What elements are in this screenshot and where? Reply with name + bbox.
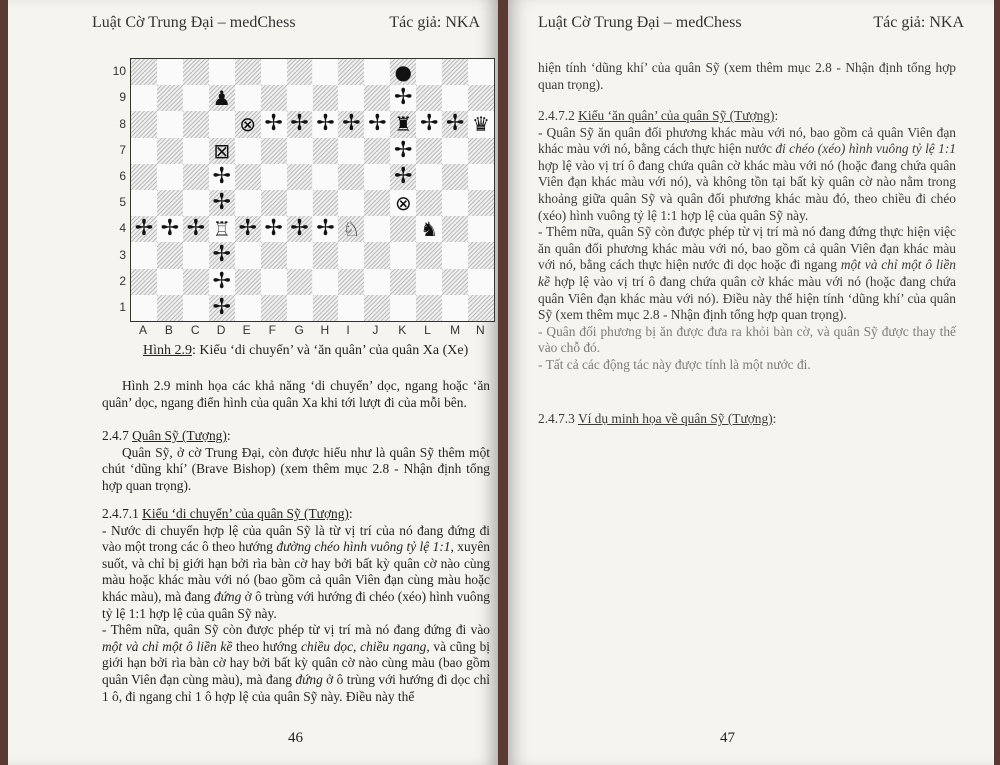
paragraph-capture-orthogonal [538, 224, 956, 324]
board-square [287, 59, 313, 85]
board-square [416, 242, 442, 268]
board-square [183, 164, 209, 190]
text-run: hợp lệ vào vị trí ô đang chứa quân cờ khác màu với nó (hoặc đang chứa quân Viên đạn khác màu với nó). Điều này thể hiện tính ‘dũng khí’ của quân Sỹ (xem thêm mục 2.8 - Nhận định tổng hợp quan trọng). [538, 273, 956, 323]
board-piece: ✢ [290, 216, 309, 242]
board-square [235, 59, 261, 85]
board-piece: ♛ [472, 112, 490, 137]
board-square [209, 59, 235, 85]
text-run-italic: đứng [213, 588, 242, 604]
board-square [468, 190, 494, 216]
paragraph-brave-continued: hiện tính ‘dũng khí’ của quân Sỹ (xem thêm mục 2.8 - Nhận định tổng hợp quan trọng). [538, 60, 956, 92]
board-piece: ✢ [264, 111, 283, 137]
board-square [364, 138, 390, 164]
board-square [364, 190, 390, 216]
board-piece: ♟ [212, 86, 231, 111]
rank-label: 1 [119, 299, 126, 314]
section-colon: : [226, 428, 231, 443]
section-2-4-7-3 [538, 411, 956, 428]
file-label: M [450, 323, 461, 337]
continued-paragraph [538, 60, 956, 93]
rank-labels [106, 58, 126, 322]
board-square [364, 295, 390, 321]
figure-caption [143, 343, 468, 359]
paragraph-figure-desc: Hình 2.9 minh họa các khả năng ‘di chuyển’ dọc, ngang hoặc ‘ăn quân’ dọc, ngang điển hình của quân Xa khi tới lượt đi của mỗi bên. [102, 378, 490, 410]
board-square [416, 164, 442, 190]
text-run: - Thêm nữa, quân Sỹ còn được phép từ vị trí mà nó đang đứng thực hiện việc ăn quân đối phương khác màu với nó, bao gồm cả quân Viên đạn khác màu với nó, bằng cách thực hiện nước đi dọc hoặc đi ngang [538, 224, 956, 273]
section-title: Ví dụ minh họa về quân Sỹ (Tượng) [577, 411, 773, 426]
board-square [468, 85, 494, 111]
board-square [157, 269, 183, 295]
board-square [390, 242, 416, 268]
rank-label: 4 [119, 221, 126, 236]
board-square [183, 59, 209, 85]
board-square [468, 269, 494, 295]
board-square [183, 295, 209, 321]
board-square [261, 242, 287, 268]
board-piece: ⊗ [239, 112, 257, 137]
text-run-italic: một và chỉ một ô liền kề [538, 257, 957, 289]
page-number: 47 [720, 730, 735, 746]
section-number: 2.4.7.1 [102, 506, 143, 521]
board-piece: ✢ [212, 268, 231, 294]
board-square [338, 164, 364, 190]
text-run: - Thêm nữa, quân Sỹ còn được phép từ vị trí mà nó đang đứng đi vào [102, 622, 490, 638]
section-title: Kiểu ‘di chuyển’ của quân Sỹ (Tượng) [142, 506, 349, 521]
board-piece: ✢ [290, 111, 309, 137]
board-square [183, 111, 209, 137]
section-number: 2.4.7.2 [538, 108, 579, 123]
board-square [157, 164, 183, 190]
text-run-italic: đứng [295, 671, 323, 687]
text-run: - Nước di chuyển hợp lệ của quân Sỹ là từ vị trí của nó đang đứng đi vào một trong các ô theo hướng [102, 522, 490, 555]
board-square [183, 85, 209, 111]
board-square [338, 242, 364, 268]
board-square [261, 85, 287, 111]
board-square [390, 269, 416, 295]
board-piece: ✢ [134, 216, 154, 242]
section-title: Kiểu ‘ăn quân’ của quân Sỹ (Tượng) [578, 108, 775, 123]
board-square [313, 242, 339, 268]
board-square [442, 269, 468, 295]
board-square [338, 295, 364, 321]
paragraph-move-orthogonal [102, 622, 490, 705]
text-run: ở ô trùng với hướng đi dọc chỉ 1 ô, đi ngang chỉ 1 ô hợp lệ của quân Sỹ này. Điều này thể [102, 671, 491, 704]
file-label: K [398, 323, 407, 337]
paragraph-one-move: - Tất cả các động tác này được tính là một nước đi. [538, 356, 811, 372]
board-square [442, 242, 468, 268]
section-heading [102, 428, 490, 445]
board-square [416, 138, 442, 164]
board-piece: ♞ [420, 217, 439, 242]
board-square [338, 138, 364, 164]
board-square [287, 164, 313, 190]
board-square [235, 295, 261, 321]
board-square [183, 190, 209, 216]
paragraph-capture-diagonal [538, 125, 956, 225]
header-author: Tác giả: NKA [389, 14, 480, 31]
board-square [416, 190, 442, 216]
board-square [183, 269, 209, 295]
file-label: A [138, 323, 147, 337]
board-square [364, 164, 390, 190]
board-square [287, 295, 313, 321]
board-piece: ✢ [394, 137, 413, 163]
right-page [508, 0, 994, 765]
file-label: L [424, 323, 431, 337]
board-square [209, 111, 235, 137]
header-author: Tác giả: NKA [873, 14, 964, 31]
board-piece: ✢ [212, 190, 231, 216]
board-square [442, 85, 468, 111]
text-run: - Quân Sỹ ăn quân đối phương khác màu với nó, bao gồm cả quân Viên đạn khác màu với nó, bằng cách thực hiện nước [538, 124, 956, 157]
board-piece: ✢ [160, 216, 180, 242]
board-square [468, 242, 494, 268]
file-label: H [320, 323, 330, 337]
board-piece: ♖ [212, 217, 231, 242]
board-square [338, 59, 364, 85]
board-square [235, 190, 261, 216]
section-number: 2.4.7.3 [538, 411, 578, 426]
header-title: Luật Cờ Trung Đại – medChess [538, 14, 742, 31]
board-square [131, 295, 157, 321]
board-square [416, 269, 442, 295]
board-square [338, 190, 364, 216]
board-square [287, 269, 313, 295]
board-square [313, 59, 339, 85]
board-square [364, 269, 390, 295]
paragraph-move-diagonal [102, 523, 490, 623]
board-square [442, 164, 468, 190]
board-piece: ✢ [394, 85, 413, 111]
board-square [416, 85, 442, 111]
board-square [183, 242, 209, 268]
board-square [338, 269, 364, 295]
section-title: Quân Sỹ (Tượng) [132, 428, 227, 443]
board-square [131, 269, 157, 295]
board-square [261, 59, 287, 85]
board-piece: ● [394, 60, 412, 85]
board-piece: ✢ [368, 111, 387, 137]
chess-board [130, 58, 495, 322]
board-square [131, 164, 157, 190]
text-run: , xuyên suốt, và chỉ bị giới hạn bởi rìa bàn cờ hay bởi bất kỳ quân cờ nào cùng màu hoặc khác màu với nó (bao gồm cả quân Viên đạn cùng màu hoặc khác màu), mà đang [102, 539, 490, 604]
rank-label: 2 [119, 273, 126, 288]
file-label: I [346, 323, 350, 337]
text-run-italic: chiều dọc, chiều ngang [300, 638, 427, 654]
file-label: G [294, 323, 304, 337]
rank-label: 7 [119, 142, 126, 157]
left-page [8, 0, 498, 765]
body-paragraph [102, 378, 490, 411]
board-square [287, 138, 313, 164]
board-square [442, 190, 468, 216]
board-square [364, 59, 390, 85]
board-square [157, 59, 183, 85]
board-square [235, 164, 261, 190]
text-run: theo hướng [232, 638, 301, 654]
board-square [261, 164, 287, 190]
text-run: ở ô trùng với hướng đi chéo (xéo) hình vuông tỷ lệ 1:1 hợp lệ của quân Sỹ này. [102, 588, 491, 621]
section-colon: : [348, 506, 353, 521]
board-square [235, 85, 261, 111]
section-number: 2.4.7 [102, 428, 133, 443]
board-square [157, 242, 183, 268]
page-number: 46 [288, 730, 303, 746]
board-piece: ✢ [342, 111, 361, 137]
board-piece: ✢ [238, 216, 257, 242]
board-square [287, 242, 313, 268]
board-square [261, 138, 287, 164]
board-piece: ✢ [316, 111, 335, 137]
section-heading [102, 506, 490, 523]
rank-label: 9 [119, 90, 126, 105]
section-2-4-7 [102, 428, 490, 494]
board-square [261, 190, 287, 216]
caption-text: : Kiểu ‘di chuyển’ và ‘ăn quân’ của quân Xa (Xe) [192, 343, 469, 358]
file-label: D [216, 323, 226, 337]
board-square [442, 295, 468, 321]
section-2-4-7-2 [538, 108, 956, 374]
board-square [313, 190, 339, 216]
board-square [390, 216, 416, 242]
rank-label: 3 [119, 247, 126, 262]
board-square [364, 242, 390, 268]
board-square [313, 138, 339, 164]
file-label: C [190, 323, 200, 337]
board-square [287, 85, 313, 111]
section-colon: : [774, 108, 779, 123]
board-piece: ⊗ [394, 191, 412, 216]
text-run: , và cũng bị giới hạn bởi rìa bàn cờ hay bởi bất kỳ quân cờ nào cùng màu (bao gồm quân Viên đạn cùng màu), mà đang [102, 638, 490, 687]
section-heading [538, 411, 956, 428]
board-square [131, 59, 157, 85]
paragraph-capture-removed: - Quân đối phương bị ăn được đưa ra khỏi bàn cờ, và quân Sỹ được thay thế vào chỗ đó. [538, 323, 956, 356]
board-square [157, 138, 183, 164]
board-piece: ✢ [419, 111, 439, 137]
board-square [364, 216, 390, 242]
board-piece: ✢ [212, 294, 231, 320]
header-title: Luật Cờ Trung Đại – medChess [92, 14, 296, 31]
board-square [313, 164, 339, 190]
text-run-italic: đi chéo (xéo) hình vuông tỷ lệ 1:1 [775, 141, 956, 157]
caption-label: Hình 2.9 [143, 343, 192, 358]
board-square [313, 85, 339, 111]
file-label: E [242, 323, 251, 337]
board-square [131, 190, 157, 216]
board-square [157, 295, 183, 321]
board-square [235, 269, 261, 295]
board-piece: ✢ [316, 216, 335, 242]
board-piece: ✢ [264, 216, 283, 242]
board-piece: ✢ [394, 163, 413, 189]
board-square [442, 138, 468, 164]
board-square [468, 216, 494, 242]
board-square [338, 85, 364, 111]
board-square [468, 59, 494, 85]
rank-label: 10 [112, 64, 126, 79]
text-run: hợp lệ vào vị trí ô đang chứa quân cờ khác màu với nó (hoặc đang chứa quân Viên đạn khác màu với nó), và không tồn tại bất kỳ quân cờ nào nằm trong khoảng giữa quân Sỹ và quân đối phương khác màu đó, theo chiều đi chéo (xéo) hình vuông tỷ lệ 1:1 hợp lệ của quân Sỹ này. [538, 157, 956, 223]
board-square [364, 85, 390, 111]
file-label: J [372, 323, 379, 337]
paragraph-brave-bishop: Quân Sỹ, ở cờ Trung Đại, còn được hiểu như là quân Sỹ thêm một chút ‘dũng khí’ (Brave Bishop) (xem thêm mục 2.8 - Nhận định tổng hợp quan trọng). [102, 444, 490, 493]
file-labels [130, 323, 495, 337]
file-label: F [268, 323, 276, 337]
board-square [183, 138, 209, 164]
rank-label: 5 [119, 195, 126, 210]
board-square [313, 269, 339, 295]
board-square [442, 216, 468, 242]
file-label: B [164, 323, 173, 337]
board-square [287, 190, 313, 216]
board-square [131, 111, 157, 137]
board-piece: ✢ [212, 242, 231, 268]
board-square [235, 242, 261, 268]
board-square [468, 295, 494, 321]
board-square [442, 59, 468, 85]
rank-label: 8 [119, 116, 126, 131]
section-colon: : [772, 411, 777, 426]
board-square [131, 85, 157, 111]
board-square [416, 59, 442, 85]
board-piece: ♜ [394, 112, 413, 137]
board-piece: ✢ [186, 216, 206, 242]
board-square [468, 138, 494, 164]
text-run-italic: một và chỉ một ô liền kề [102, 638, 233, 654]
board-piece: ⊠ [213, 138, 231, 163]
board-square [416, 295, 442, 321]
board-square [313, 295, 339, 321]
board-square [235, 138, 261, 164]
board-square [261, 269, 287, 295]
rank-label: 6 [119, 168, 126, 183]
board-square [157, 85, 183, 111]
board-piece: ✢ [212, 163, 231, 189]
section-2-4-7-1 [102, 506, 490, 705]
file-label: N [476, 323, 485, 337]
board-square [157, 190, 183, 216]
board-square [390, 295, 416, 321]
text-run-italic: đường chéo hình vuông tỷ lệ 1:1 [276, 539, 451, 555]
board-square [468, 164, 494, 190]
section-heading [538, 108, 956, 125]
board-square [157, 111, 183, 137]
board-square [261, 295, 287, 321]
board-square [131, 138, 157, 164]
board-square [131, 242, 157, 268]
board-piece: ♘ [342, 217, 361, 242]
board-piece: ✢ [445, 111, 465, 137]
